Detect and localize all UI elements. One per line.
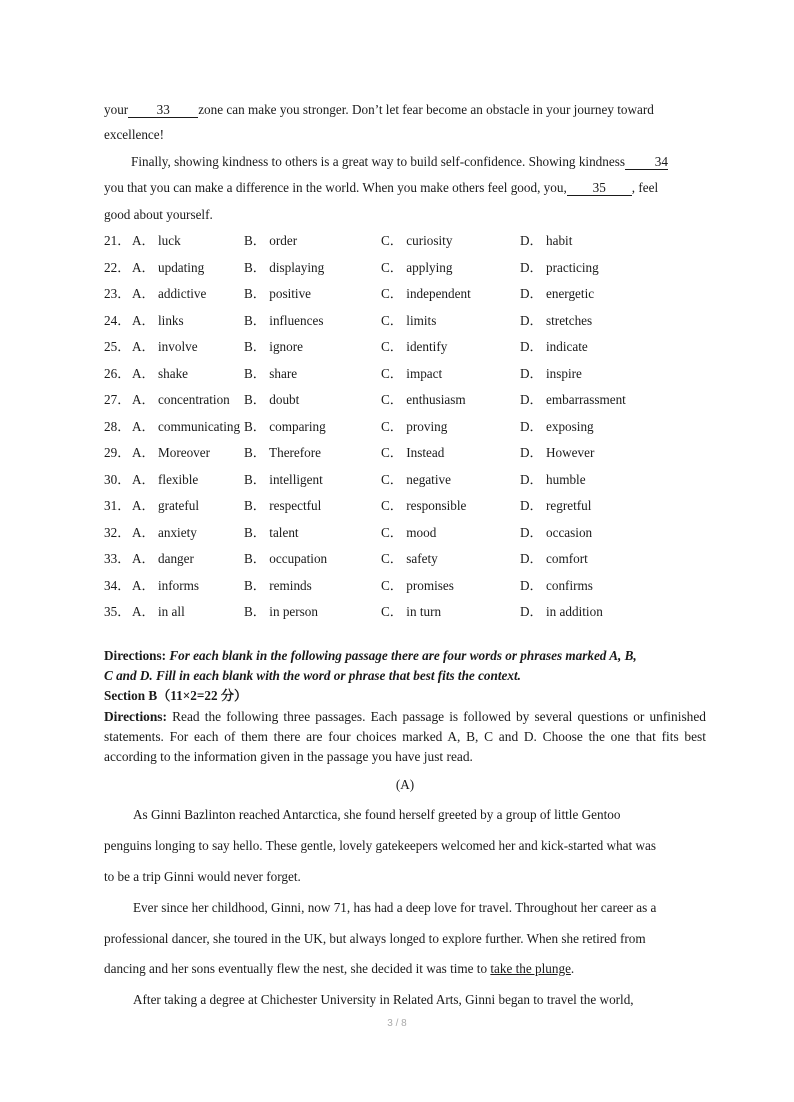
question-number: 22． (104, 259, 131, 275)
passage-line: excellence! (104, 127, 165, 142)
passage-line: you that you can make a difference in the world. When you make others feel good, you, 35 , feel (104, 180, 659, 195)
cloze-directions: Directions: For each blank in the following passage there are four words or phrases marked A, B, C and D. Fill in each blank with the word or phrase that best fits the context. (104, 648, 637, 683)
option-a: A． luck (132, 233, 181, 248)
passage-a-line: dancing and her sons eventually flew the nest, she decided it was time to take the plunge. (104, 961, 575, 976)
option-a: A． shake (132, 365, 189, 381)
question-number: 25． (104, 339, 131, 354)
option-b: B． in person (244, 604, 318, 619)
question-number: 26． (104, 365, 131, 381)
option-a: A． Moreover (132, 445, 211, 460)
option-b: B． Therefore (244, 445, 322, 460)
question-number: 28． (104, 418, 131, 434)
passage-line: good about yourself. (104, 207, 213, 222)
passage-a-line: Ever since her childhood, Ginni, now 71, has had a deep love for travel. Throughout her career as a (133, 900, 657, 915)
option-c: C． proving (381, 418, 448, 434)
option-b: B． occupation (244, 551, 328, 566)
option-d: D． However (520, 445, 595, 460)
option-a: A． addictive (132, 286, 207, 301)
passage-a-line: to be a trip Ginni would never forget. (104, 869, 301, 884)
option-a: A． links (132, 312, 184, 328)
question-number: 33． (104, 551, 131, 566)
option-d: D． in addition (520, 604, 603, 619)
option-a: A． concentration (132, 392, 230, 407)
option-c: C． curiosity (381, 233, 453, 248)
passage-a-line: After taking a degree at Chichester University in Related Arts, Ginni began to travel the world, (133, 992, 634, 1007)
passage-a-line: penguins longing to say hello. These gentle, lovely gatekeepers welcomed her and kick-started what was (104, 838, 657, 853)
question-number: 29． (104, 445, 131, 460)
section-b-title: Section B（11×2=22 分） (104, 688, 248, 703)
passage-a-line: professional dancer, she toured in the UK, but always longed to explore further. When she retired from (104, 931, 646, 946)
question-number: 27． (104, 392, 131, 407)
blank-33: 33 (128, 103, 198, 118)
option-c: C． Instead (381, 445, 445, 460)
passage-a-line: As Ginni Bazlinton reached Antarctica, she found herself greeted by a group of little Gentoo (133, 807, 621, 822)
question-number: 30． (104, 471, 131, 487)
question-number: 24． (104, 312, 131, 328)
option-c: C． enthusiasm (381, 392, 466, 407)
option-d: D． comfort (520, 551, 588, 566)
option-d: D． confirms (520, 577, 593, 593)
option-b: B． order (244, 233, 298, 248)
option-c: C． limits (381, 312, 437, 328)
option-d: D． regretful (520, 498, 592, 513)
option-b: B． comparing (244, 418, 326, 434)
option-d: D． practicing (520, 259, 599, 275)
option-c: C． identify (381, 339, 448, 354)
option-b: B． reminds (244, 577, 312, 593)
question-number: 31． (104, 498, 131, 513)
option-d: D． indicate (520, 339, 588, 354)
option-d: D． energetic (520, 286, 595, 301)
option-a: A． involve (132, 339, 198, 354)
blank-34: 34 (625, 155, 668, 170)
option-b: B． talent (244, 524, 299, 540)
option-a: A． updating (132, 259, 205, 275)
option-a: A． communicating (132, 418, 241, 434)
passage-line: your 33 zone can make you stronger. Don’t let fear become an obstacle in your journey toward (104, 102, 654, 117)
option-a: A． in all (132, 604, 185, 619)
option-b: B． positive (244, 286, 312, 301)
option-b: B． ignore (244, 339, 303, 354)
option-b: B． intelligent (244, 471, 323, 487)
option-c: C． promises (381, 577, 454, 593)
option-a: A． grateful (132, 498, 200, 513)
option-c: C． independent (381, 286, 471, 301)
option-d: D． stretches (520, 312, 593, 328)
option-c: C． responsible (381, 498, 467, 513)
option-d: D． habit (520, 233, 573, 248)
option-c: C． in turn (381, 604, 442, 619)
option-c: C． safety (381, 551, 438, 566)
option-c: C． mood (381, 524, 437, 540)
option-d: D． occasion (520, 524, 593, 540)
question-number: 23． (104, 286, 131, 301)
option-a: A． flexible (132, 471, 199, 487)
question-number: 35． (104, 604, 131, 619)
blank-35: 35 (567, 181, 632, 196)
option-a: A． informs (132, 577, 200, 593)
option-c: C． impact (381, 365, 443, 381)
option-b: B． influences (244, 312, 324, 328)
option-d: D． inspire (520, 365, 582, 381)
passage-a-heading: (A) (395, 777, 415, 792)
option-d: D． humble (520, 471, 586, 487)
option-d: D． embarrassment (520, 392, 626, 407)
question-number: 21． (104, 233, 131, 248)
question-number: 32． (104, 524, 131, 540)
option-a: A． anxiety (132, 524, 197, 540)
option-c: C． negative (381, 471, 451, 487)
option-d: D． exposing (520, 418, 594, 434)
passage-line: Finally, showing kindness to others is a great way to build self-confidence. Showing kindness 34 (131, 154, 668, 169)
question-number: 34． (104, 577, 131, 593)
page-number: 3 / 8 (387, 1018, 407, 1029)
underlined-phrase: take the plunge (490, 961, 571, 976)
option-a: A． danger (132, 551, 194, 566)
option-b: B． share (244, 365, 298, 381)
option-b: B． respectful (244, 498, 322, 513)
section-b-directions: Directions: Read the following three passages. Each passage is followed by several questions or unfinished statements. For each of them there are four choices marked A, B, C and D. Choose the one that fits best according to the information given in the passage you have just read. (104, 709, 706, 764)
option-b: B． doubt (244, 392, 300, 407)
option-b: B． displaying (244, 259, 325, 275)
option-c: C． applying (381, 259, 453, 275)
